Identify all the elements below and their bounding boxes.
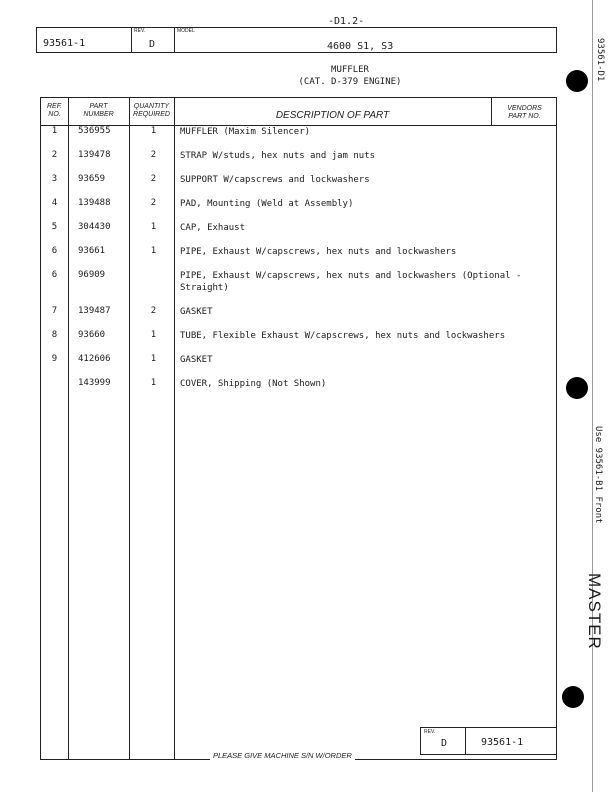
column-divider — [68, 98, 69, 759]
header-text: QUANTITY — [133, 103, 170, 110]
part-number: 412606 — [78, 354, 111, 364]
footer-divider — [465, 728, 466, 754]
ref-number: 3 — [51, 174, 58, 184]
description: COVER, Shipping (Not Shown) — [180, 379, 327, 389]
page-subtitle: (CAT. D-379 ENGINE) — [298, 77, 402, 87]
drawing-number: 93561-1 — [43, 38, 86, 49]
header-text: REF. — [46, 103, 63, 110]
quantity: 1 — [150, 126, 157, 136]
column-divider — [129, 98, 130, 759]
vendor-column-header — [491, 105, 558, 121]
header-text: PART NO. — [508, 113, 541, 120]
quantity: 2 — [150, 150, 157, 160]
part-number: 93661 — [78, 246, 106, 256]
part-number: 93659 — [78, 174, 106, 184]
part-number: 139487 — [78, 306, 111, 316]
quantity: 1 — [150, 246, 157, 256]
page-edge-line — [592, 0, 593, 792]
margin-drawing-id: 93561-D1 — [595, 38, 605, 82]
part-number: 139488 — [78, 198, 111, 208]
header-text: NO. — [48, 111, 61, 118]
part-number: 304430 — [78, 222, 111, 232]
quantity: 1 — [150, 378, 157, 388]
ref-number: 8 — [51, 330, 58, 340]
ref-number: 7 — [51, 306, 58, 316]
quantity: 2 — [150, 306, 157, 316]
quantity: 1 — [150, 330, 157, 340]
part-number: 96909 — [78, 270, 106, 280]
ref-column-header — [41, 103, 68, 119]
description: MUFFLER (Maxim Silencer) — [180, 127, 311, 137]
ref-number: 6 — [51, 270, 58, 280]
ref-number: 1 — [51, 126, 58, 136]
header-text: NUMBER — [83, 111, 114, 118]
ref-number: 4 — [51, 198, 58, 208]
description: PAD, Mounting (Weld at Assembly) — [180, 199, 354, 209]
header-box — [36, 27, 557, 53]
description: GASKET — [180, 307, 213, 317]
header-divider — [174, 28, 175, 52]
margin-use-note: Use 93561-B1 Front — [593, 426, 603, 524]
quantity-column-header — [129, 103, 174, 119]
binder-hole — [566, 377, 588, 399]
page-title: MUFFLER — [331, 65, 369, 75]
rev-caption: REV. — [134, 28, 146, 34]
header-text: VENDORS — [507, 105, 542, 112]
master-stamp: MASTER — [585, 573, 604, 650]
ref-number: 2 — [51, 150, 58, 160]
description: PIPE, Exhaust W/capscrews, hex nuts and lockwashers (Optional - Straight) — [180, 271, 522, 293]
part-number: 143999 — [78, 378, 111, 388]
ref-number: 6 — [51, 246, 58, 256]
description: GASKET — [180, 355, 213, 365]
revision-letter: D — [441, 738, 448, 749]
model-value: 4600 S1, S3 — [327, 41, 394, 52]
part-number: 93660 — [78, 330, 106, 340]
header-divider — [131, 28, 132, 52]
revision-letter: D — [149, 39, 156, 50]
binder-hole — [566, 70, 588, 92]
binder-hole — [562, 686, 584, 708]
part-number: 536955 — [78, 126, 111, 136]
description: PIPE, Exhaust W/capscrews, hex nuts and lockwashers — [180, 247, 457, 257]
drawing-number: 93561-1 — [481, 737, 524, 748]
quantity: 1 — [150, 222, 157, 232]
footer-box — [420, 727, 557, 755]
parts-table — [40, 97, 557, 760]
quantity: 2 — [150, 174, 157, 184]
order-note: PLEASE GIVE MACHINE S/N W/ORDER — [210, 751, 355, 760]
ref-number: 9 — [51, 354, 58, 364]
description: TUBE, Flexible Exhaust W/capscrews, hex nuts and lockwashers — [180, 331, 506, 341]
part-column-header — [68, 103, 129, 119]
model-caption: MODEL — [177, 28, 195, 34]
header-text: PART — [89, 103, 108, 110]
description: SUPPORT W/capscrews and lockwashers — [180, 175, 370, 185]
description: CAP, Exhaust — [180, 223, 246, 233]
quantity: 1 — [150, 354, 157, 364]
rev-caption: REV. — [424, 729, 436, 735]
header-text: REQUIRED — [133, 111, 170, 118]
part-number: 139478 — [78, 150, 111, 160]
description-column-header: DESCRIPTION OF PART — [275, 110, 390, 121]
quantity: 2 — [150, 198, 157, 208]
ref-number: 5 — [51, 222, 58, 232]
description: STRAP W/studs, hex nuts and jam nuts — [180, 151, 376, 161]
page-identifier: -D1.2- — [328, 16, 365, 27]
